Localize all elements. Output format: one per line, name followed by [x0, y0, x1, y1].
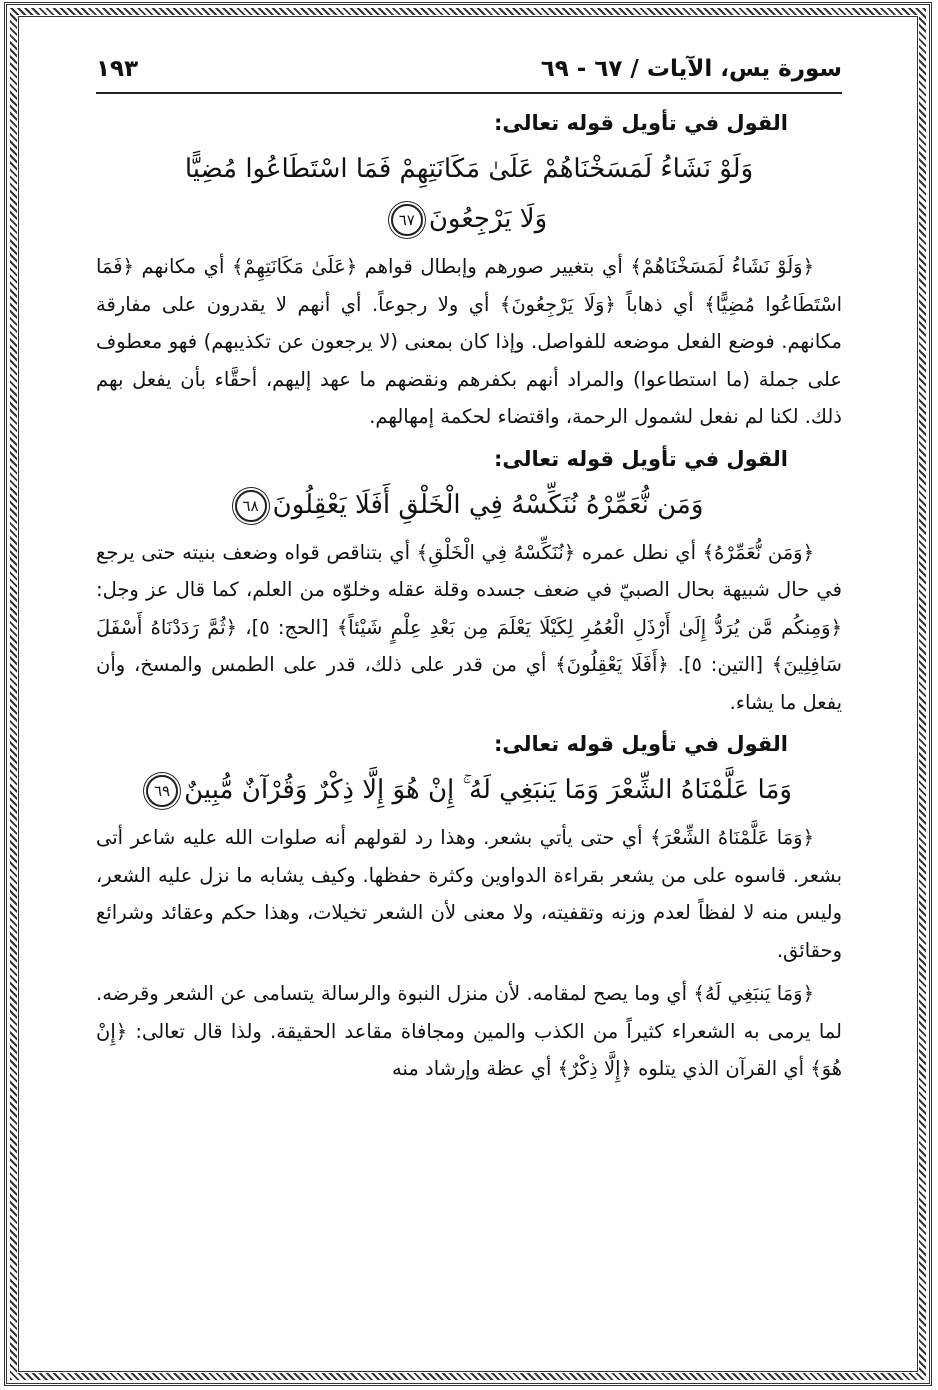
- verse-line-end: [96, 765, 842, 815]
- quran-verse: [96, 144, 842, 244]
- section-heading: القول في تأويل قوله تعالى:: [494, 732, 788, 756]
- verse-number-marker: ٦٧: [391, 204, 423, 236]
- verse-line: وَمَا عَلَّمْنَاهُ الشِّعْرَ وَمَا يَنبَغِي لَهُ ۚ إِنْ هُوَ إِلَّا ذِكْرٌ وَقُرْآنٌ مُّبِينٌ: [184, 775, 792, 805]
- commentary-paragraph: ﴿وَمَن نُّعَمِّرْهُ﴾ أي نطل عمره ﴿نُنَكِّسْهُ فِي الْخَلْقِ﴾ أي بتناقص قواه وضعف بنيته حتى يرجع في حال شبيهة بحال الصبيّ في ضعف جسده وقلة عقله وخلوّه من العلم، كما قال عز وجل: ﴿وَمِنكُم مَّن يُرَدُّ إِلَىٰ أَرْذَلِ الْعُمُرِ لِكَيْلَا يَعْلَمَ مِن بَعْدِ عِلْمٍ شَيْئاً﴾ [الحج: ٥]، ﴿ثُمَّ رَدَدْنَاهُ أَسْفَلَ سَافِلِينَ﴾ [التين: ٥]. ﴿أَفَلَا يَعْقِلُونَ﴾ أي من قدر على ذلك، قدر على الطمس والمسخ، وأن يفعل ما يشاء.: [96, 540, 842, 714]
- section-heading: القول في تأويل قوله تعالى:: [494, 446, 788, 471]
- quran-verse: [96, 765, 842, 815]
- page-content: [96, 52, 842, 1094]
- verse-line: وَمَن نُّعَمِّرْهُ نُنَكِّسْهُ فِي الْخَلْقِ أَفَلَا يَعْقِلُونَ: [272, 489, 704, 520]
- running-header: [96, 52, 842, 94]
- quran-verse: [96, 480, 842, 530]
- surah-title: سورة يس، الآيات / ٦٧ - ٦٩: [540, 56, 842, 82]
- page-number: ١٩٣: [96, 56, 139, 82]
- verse-line-end: [96, 194, 842, 244]
- verse-line: وَلَا يَرْجِعُونَ: [428, 204, 548, 234]
- verse-number-marker: ٦٨: [235, 490, 267, 522]
- verse-line-end: [96, 480, 842, 530]
- commentary-paragraph: ﴿وَمَا عَلَّمْنَاهُ الشِّعْرَ﴾ أي حتى يأتي بشعر. وهذا رد لقولهم أنه صلوات الله عليه شاعر أتى بشعر. قاسوه على من يشعر بقراءة الدواوين وكثرة حفظها. وكيف يشابه ما نزل عليه الشعر، وليس منه لا لفظاً لعدم وزنه وتقفيته، ولا معنى لأن الشعر تخيلات، وهذا حكم وعقائد وشرائع وحقائق.: [96, 826, 842, 962]
- verse-line: وَلَوْ نَشَاءُ لَمَسَخْنَاهُمْ عَلَىٰ مَكَانَتِهِمْ فَمَا اسْتَطَاعُوا مُضِيًّا: [184, 154, 754, 184]
- commentary-paragraph: ﴿وَمَا يَنبَغِي لَهُ﴾ أي وما يصح لمقامه. لأن منزل النبوة والرسالة يتسامى عن الشعر وقرضه. لما يرمى به الشعراء كثيراً من الكذب والمين ومجافاة مقاعد الحقيقة. ولذا قال تعالى: ﴿إِنْ هُوَ﴾ أي القرآن الذي يتلوه ﴿إِلَّا ذِكْرٌ﴾ أي عظة وإرشاد منه: [96, 982, 842, 1080]
- section-heading: القول في تأويل قوله تعالى:: [494, 111, 788, 135]
- verse-number-marker: ٦٩: [146, 775, 178, 807]
- commentary-paragraph: ﴿وَلَوْ نَشَاءُ لَمَسَخْنَاهُمْ﴾ أي بتغيير صورهم وإبطال قواهم ﴿عَلَىٰ مَكَانَتِهِمْ﴾ أي مكانهم ﴿فَمَا اسْتَطَاعُوا مُضِيًّا﴾ أي ذهاباً ﴿وَلَا يَرْجِعُونَ﴾ أي ولا رجوعاً. أي أنهم لا يقدرون على مفارقة مكانهم. فوضع الفعل موضعه للفواصل. وإذا كان بمعنى (لا يرجعون عن تكذيبهم) فهو معطوف على جملة (ما استطاعوا) والمراد أنهم بكفرهم ونقضهم ما عهد إليهم، أحقَّاء بأن يفعل بهم ذلك. لكنا لم نفعل لشمول الرحمة، واقتضاء لحكمة إمهالهم.: [96, 255, 842, 428]
